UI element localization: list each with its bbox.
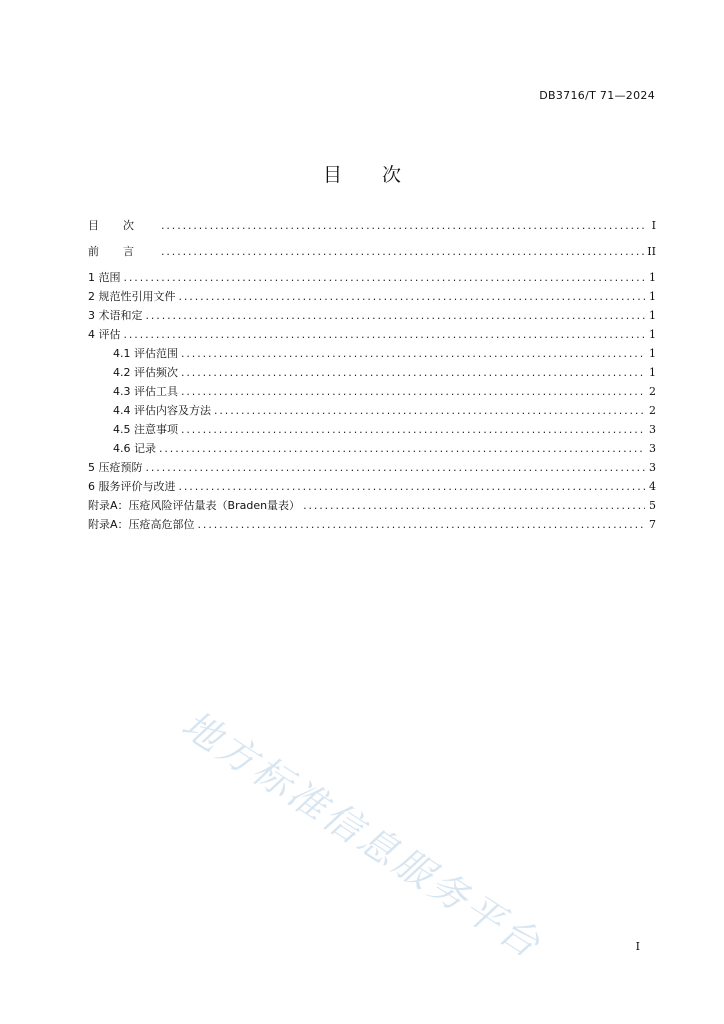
- toc-entry-label: 附录A：压疮风险评估量表（Braden量表）: [88, 499, 301, 512]
- toc-entry-page: 3: [649, 423, 656, 436]
- toc-entry-label: 5 压疮预防: [88, 461, 143, 474]
- toc-title-char-2: 次: [382, 164, 402, 186]
- table-of-contents: [88, 216, 656, 534]
- toc-entry-label: 4.4 评估内容及方法: [113, 404, 211, 417]
- toc-entry-page: 3: [649, 442, 656, 455]
- toc-leader-dots: [214, 401, 645, 420]
- toc-entry-page: I: [651, 219, 656, 232]
- toc-entry-terms[interactable]: [88, 306, 656, 325]
- toc-leader-dots: [124, 325, 646, 344]
- toc-entry-appendix-a-braden[interactable]: [88, 496, 656, 515]
- toc-leader-dots: [161, 216, 645, 235]
- toc-entry-page: 2: [649, 404, 656, 417]
- toc-entry-records[interactable]: [88, 439, 656, 458]
- document-code: DB3716/T 71—2024: [539, 89, 655, 102]
- toc-entry-assessment-frequency[interactable]: [88, 363, 656, 382]
- toc-entry-page: 1: [649, 309, 656, 322]
- toc-entry-evaluation[interactable]: [88, 477, 656, 496]
- toc-leader-dots: [179, 287, 646, 306]
- toc-entry-label: 附录A：压疮高危部位: [88, 518, 195, 531]
- toc-leader-dots: [181, 382, 645, 401]
- toc-entry-label: 4.1 评估范围: [113, 347, 178, 360]
- toc-entry-label: 1 范围: [88, 271, 121, 284]
- toc-entry-page: 2: [649, 385, 656, 398]
- toc-entry-contents[interactable]: [88, 216, 656, 235]
- toc-entry-foreword[interactable]: [88, 242, 656, 261]
- toc-entry-assessment[interactable]: [88, 325, 656, 344]
- toc-entry-page: 5: [649, 499, 656, 512]
- toc-entry-normative-references[interactable]: [88, 287, 656, 306]
- toc-entry-prevention[interactable]: [88, 458, 656, 477]
- toc-entry-assessment-content[interactable]: [88, 401, 656, 420]
- toc-entry-label: 目次: [88, 219, 158, 232]
- toc-entry-label: 4.3 评估工具: [113, 385, 178, 398]
- toc-entry-page: 3: [649, 461, 656, 474]
- toc-leader-dots: [181, 420, 645, 439]
- toc-leader-dots: [181, 344, 645, 363]
- toc-entry-label: 6 服务评价与改进: [88, 480, 176, 493]
- toc-entry-appendix-a-sites[interactable]: [88, 515, 656, 534]
- toc-entry-page: 7: [649, 518, 656, 531]
- toc-entry-label: 前言: [88, 245, 158, 258]
- toc-entry-label: 2 规范性引用文件: [88, 290, 176, 303]
- toc-title: [0, 160, 724, 187]
- toc-entry-page: 1: [649, 328, 656, 341]
- toc-entry-page: II: [647, 245, 656, 258]
- toc-entry-page: 4: [649, 480, 656, 493]
- toc-entry-page: 1: [649, 347, 656, 360]
- toc-leader-dots: [179, 477, 646, 496]
- toc-leader-dots: [146, 458, 646, 477]
- toc-entry-assessment-scope[interactable]: [88, 344, 656, 363]
- toc-entry-label: 4.2 评估频次: [113, 366, 178, 379]
- page-number: I: [635, 940, 640, 953]
- toc-leader-dots: [303, 496, 645, 515]
- toc-entry-precautions[interactable]: [88, 420, 656, 439]
- toc-title-char-1: 目: [322, 164, 342, 186]
- toc-entry-scope[interactable]: [88, 268, 656, 287]
- toc-entry-label: 3 术语和定: [88, 309, 143, 322]
- toc-leader-dots: [181, 363, 645, 382]
- toc-entry-label: 4.5 注意事项: [113, 423, 178, 436]
- watermark-text: 地方标准信息服务平台: [174, 701, 551, 968]
- toc-leader-dots: [159, 439, 645, 458]
- toc-leader-dots: [124, 268, 646, 287]
- toc-leader-dots: [146, 306, 646, 325]
- toc-leader-dots: [198, 515, 645, 534]
- toc-entry-page: 1: [649, 271, 656, 284]
- toc-entry-label: 4.6 记录: [113, 442, 156, 455]
- toc-entry-page: 1: [649, 290, 656, 303]
- toc-entry-assessment-tools[interactable]: [88, 382, 656, 401]
- toc-leader-dots: [161, 242, 644, 261]
- toc-entry-label: 4 评估: [88, 328, 121, 341]
- toc-entry-page: 1: [649, 366, 656, 379]
